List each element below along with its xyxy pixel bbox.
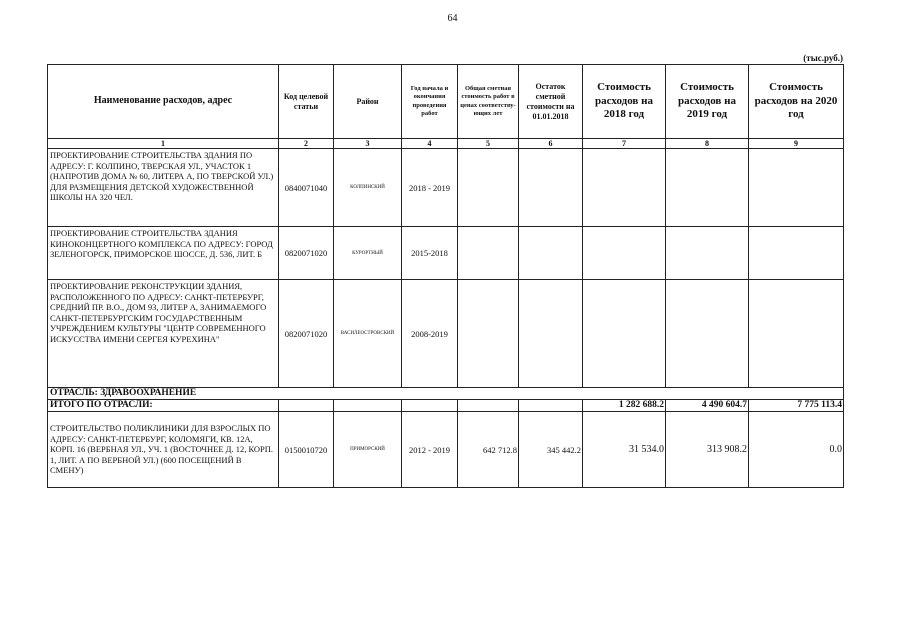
- column-number: 3: [334, 139, 402, 149]
- header-total-cost: Общая сметная стоимость работ в ценах соответству-ющих лет: [458, 65, 519, 139]
- row-cost-2019: [666, 149, 749, 227]
- total-row: [48, 400, 844, 412]
- row-code: 0820071020: [279, 227, 334, 280]
- row-cost-2020: [749, 227, 844, 280]
- table-row: [48, 412, 844, 488]
- table-row: [48, 149, 844, 227]
- row-balance: [519, 149, 583, 227]
- row-balance: [519, 280, 583, 388]
- row-code: 0150010720: [279, 412, 334, 488]
- row-code: 0840071040: [279, 149, 334, 227]
- expenses-table: [47, 64, 844, 488]
- header-cost-2018: Стоимость расходов на 2018 год: [583, 65, 666, 139]
- total-cost-2019: 4 490 604.7: [666, 400, 749, 412]
- row-district: КУРОРТНЫЙ: [334, 227, 402, 280]
- header-name: Наименование расходов, адрес: [48, 65, 279, 139]
- row-cost-2018: [583, 227, 666, 280]
- row-cost-2018: [583, 280, 666, 388]
- total-cost-2020: 7 775 113.4: [749, 400, 844, 412]
- column-number: 7: [583, 139, 666, 149]
- column-number: 5: [458, 139, 519, 149]
- header-district: Район: [334, 65, 402, 139]
- row-cost-2020: 0.0: [749, 412, 844, 488]
- unit-label: (тыс.руб.): [803, 53, 843, 63]
- row-balance: [519, 227, 583, 280]
- row-total-cost: 642 712.8: [458, 412, 519, 488]
- row-cost-2019: [666, 227, 749, 280]
- row-years: 2008-2019: [402, 280, 458, 388]
- column-number: 4: [402, 139, 458, 149]
- row-cost-2019: 313 908.2: [666, 412, 749, 488]
- column-number: 6: [519, 139, 583, 149]
- column-number: 1: [48, 139, 279, 149]
- row-cost-2020: [749, 280, 844, 388]
- row-cost-2018: [583, 149, 666, 227]
- row-total-cost: [458, 280, 519, 388]
- column-numbers-row: [48, 139, 844, 149]
- column-number: 8: [666, 139, 749, 149]
- row-total-cost: [458, 149, 519, 227]
- branch-row: [48, 388, 844, 400]
- table-row: [48, 280, 844, 388]
- row-name: ПРОЕКТИРОВАНИЕ РЕКОНСТРУКЦИИ ЗДАНИЯ, РАСПОЛОЖЕННОГО ПО АДРЕСУ: САНКТ-ПЕТЕРБУРГ, СРЕДНИЙ ПР. В.О., ДОМ 93, ЛИТЕР А, ЗАНИМАЕМОГО САНКТ-ПЕТЕРБУРГСКИМ ГОСУДАРСТВЕННЫМ УЧРЕЖДЕНИЕМ КУЛЬТУРЫ "ЦЕНТР СОВРЕМЕННОГО ИСКУССТВА ИМЕНИ СЕРГЕЯ КУРЕХИНА": [48, 280, 279, 388]
- row-district: ВАСИЛЕОСТРОВСКИЙ: [334, 280, 402, 388]
- row-years: 2018 - 2019: [402, 149, 458, 227]
- row-name: СТРОИТЕЛЬСТВО ПОЛИКЛИНИКИ ДЛЯ ВЗРОСЛЫХ ПО АДРЕСУ: САНКТ-ПЕТЕРБУРГ, КОЛОМЯГИ, КВ. 12А, КОРП. 16 (ВЕРБНАЯ УЛ., УЧ. 1 (ВОСТОЧНЕЕ Д. 12, КОРП. 1, ЛИТ. А ПО ВЕРБНОЙ УЛ.) (600 ПОСЕЩЕНИЙ В СМЕНУ): [48, 412, 279, 488]
- row-years: 2015-2018: [402, 227, 458, 280]
- total-cost-2018: 1 282 688.2: [583, 400, 666, 412]
- branch-label: ОТРАСЛЬ: ЗДРАВООХРАНЕНИЕ: [48, 388, 844, 400]
- row-balance: 345 442.2: [519, 412, 583, 488]
- header-years: Год начала и окончания проведения работ: [402, 65, 458, 139]
- column-number: 2: [279, 139, 334, 149]
- column-number: 9: [749, 139, 844, 149]
- row-code: 0820071020: [279, 280, 334, 388]
- header-code: Код целевой статьи: [279, 65, 334, 139]
- row-name: ПРОЕКТИРОВАНИЕ СТРОИТЕЛЬСТВА ЗДАНИЯ КИНОКОНЦЕРТНОГО КОМПЛЕКСА ПО АДРЕСУ: ГОРОД ЗЕЛЕНОГОРСК, ПРИМОРСКОЕ ШОССЕ, Д. 536, ЛИТ. Б: [48, 227, 279, 280]
- header-cost-2020: Стоимость расходов на 2020 год: [749, 65, 844, 139]
- row-district: КОЛПИНСКИЙ: [334, 149, 402, 227]
- row-cost-2019: [666, 280, 749, 388]
- row-cost-2018: 31 534.0: [583, 412, 666, 488]
- row-cost-2020: [749, 149, 844, 227]
- row-years: 2012 - 2019: [402, 412, 458, 488]
- row-district: ПРИМОРСКИЙ: [334, 412, 402, 488]
- header-balance: Остаток сметной стоимости на 01.01.2018: [519, 65, 583, 139]
- header-cost-2019: Стоимость расходов на 2019 год: [666, 65, 749, 139]
- page-number: 64: [447, 13, 458, 24]
- row-name: ПРОЕКТИРОВАНИЕ СТРОИТЕЛЬСТВА ЗДАНИЯ ПО АДРЕСУ: Г. КОЛПИНО, ТВЕРСКАЯ УЛ., УЧАСТОК 1 (НАПРОТИВ ДОМА № 60, ЛИТЕРА А, ПО ТВЕРСКОЙ УЛ.) ДЛЯ РАЗМЕЩЕНИЯ ДЕТСКОЙ ХУДОЖЕСТВЕННОЙ ШКОЛЫ НА 320 ЧЕЛ.: [48, 149, 279, 227]
- table-row: [48, 227, 844, 280]
- total-label: ИТОГО ПО ОТРАСЛИ:: [48, 400, 279, 412]
- row-total-cost: [458, 227, 519, 280]
